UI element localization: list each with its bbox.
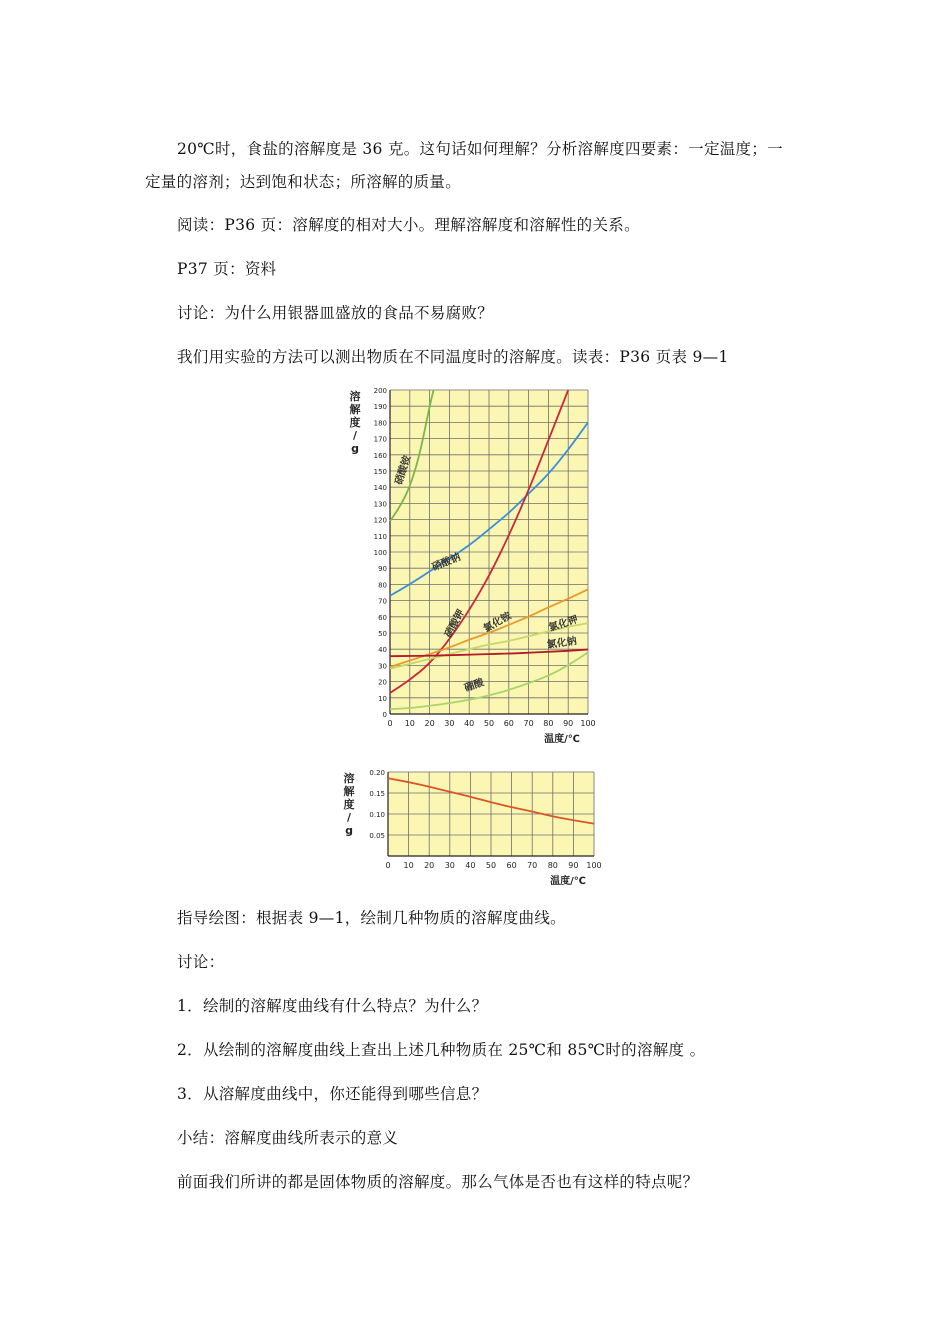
x-tick-label: 50 [485,861,497,870]
y-axis-label: 度 [349,416,361,429]
y-tick-label: 100 [373,549,387,557]
x-tick-label: 70 [527,861,538,870]
paragraph-9: 2．从绘制的溶解度曲线上查出上述几种物质在 25℃和 85℃时的溶解度 。 [177,1041,706,1059]
x-tick-label: 30 [444,861,455,870]
series-label: 硼酸 [463,677,486,695]
y-tick-label: 0.05 [369,832,385,840]
y-tick-label: 0.10 [369,811,385,819]
y-tick-label: 90 [378,565,387,574]
x-tick-label: 100 [580,719,596,728]
x-tick-label: 0 [385,861,391,870]
y-tick-label: 0.15 [369,790,385,798]
y-tick-label: 40 [378,646,387,655]
y-axis-label: 溶 [343,772,355,785]
x-tick-label: 90 [563,719,574,728]
paragraph-6: 指导绘图：根据表 9—1，绘制几种物质的溶解度曲线。 [177,909,566,927]
y-tick-label: 50 [378,630,387,638]
y-tick-label: 10 [378,694,387,703]
x-tick-label: 20 [424,719,435,728]
paragraph-8: 1．绘制的溶解度曲线有什么特点？为什么？ [177,997,488,1015]
x-tick-label: 80 [543,719,554,728]
y-tick-label: 0.20 [369,769,385,777]
series-label: 硝酸钾 [443,607,468,640]
y-tick-label: 170 [373,435,387,444]
solubility-chart-main [335,380,615,750]
y-tick-label: 80 [378,581,387,590]
paragraph-7: 讨论： [177,953,225,971]
y-axis-label: g [351,442,359,455]
paragraph-10: 3．从溶解度曲线中，你还能得到哪些信息？ [177,1085,488,1103]
y-tick-label: 130 [373,500,387,509]
y-tick-label: 150 [373,468,387,476]
series-label: 氯化钾 [547,614,580,635]
x-tick-label: 70 [523,719,534,728]
y-tick-label: 20 [378,678,387,687]
y-axis-label: 溶 [349,390,361,403]
y-tick-label: 160 [373,451,387,460]
y-tick-label: 190 [373,403,387,412]
x-tick-label: 40 [465,861,476,870]
x-tick-label: 50 [483,719,495,728]
paragraph-4: 讨论：为什么用银器皿盛放的食品不易腐败？ [177,304,494,322]
y-tick-label: 180 [373,419,387,428]
x-tick-label: 10 [404,719,415,728]
y-axis-label: / [346,811,352,824]
paragraph-5: 我们用实验的方法可以测出物质在不同温度时的溶解度。读表：P36 页表 9—1 [177,348,729,366]
paragraph-3: P37 页：资料 [177,260,277,278]
y-axis-label: 度 [343,798,355,811]
x-axis-label: 温度/℃ [550,876,586,886]
y-tick-label: 60 [378,613,387,622]
paragraph-11: 小结：溶解度曲线所表示的意义 [177,1129,399,1147]
y-tick-label: 0 [382,711,387,719]
x-axis-label: 温度/℃ [544,734,580,745]
x-tick-label: 80 [547,861,558,870]
y-tick-label: 30 [378,662,387,671]
x-tick-label: 0 [387,719,393,728]
y-axis-label: g [345,824,353,837]
x-tick-label: 60 [503,719,514,728]
series-label: 硝酸铵 [393,454,414,487]
x-tick-label: 90 [568,861,579,870]
series-label: 氯化铵 [481,610,514,635]
paragraph-1b: 定量的溶剂；达到饱和状态；所溶解的质量。 [145,173,462,191]
y-axis-label: 解 [343,785,355,798]
x-tick-label: 10 [403,861,414,870]
y-tick-label: 110 [373,532,387,541]
y-tick-label: 70 [378,597,387,606]
x-tick-label: 100 [586,861,602,870]
y-tick-label: 140 [373,484,387,493]
paragraph-2: 阅读：P36 页：溶解度的相对大小。理解溶解度和溶解性的关系。 [177,216,640,234]
x-tick-label: 30 [444,719,455,728]
paragraph-1a: 20℃时，食盐的溶解度是 36 克。这句话如何理解？分析溶解度四要素：一定温度；一 [177,140,783,158]
paragraph-12: 前面我们所讲的都是固体物质的溶解度。那么气体是否也有这样的特点呢？ [177,1173,699,1191]
y-axis-label: / [352,429,358,442]
x-tick-label: 60 [506,861,517,870]
solubility-chart-gas [335,764,615,886]
y-axis-label: 解 [349,403,361,416]
series-label: 氯化钠 [546,635,578,652]
y-tick-label: 120 [373,516,387,525]
x-tick-label: 40 [464,719,475,728]
x-tick-label: 20 [424,861,435,870]
series-label: 硝酸钠 [430,551,463,574]
y-tick-label: 200 [373,387,387,395]
